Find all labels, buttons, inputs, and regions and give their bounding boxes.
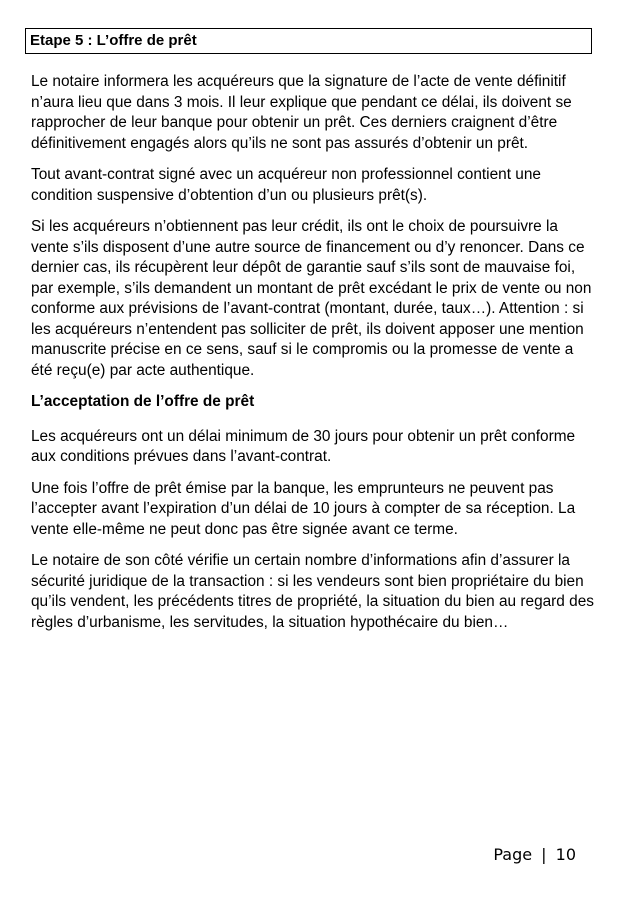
subheading: L’acceptation de l’offre de prêt — [31, 393, 255, 410]
page-separator: | — [541, 845, 547, 864]
paragraph: Les acquéreurs ont un délai minimum de 30 jours pour obtenir un prêt conforme aux conditions prévues dans l’avant-contrat. — [31, 427, 576, 465]
section-title: Etape 5 : L’offre de prêt — [25, 28, 592, 54]
document-body — [31, 72, 596, 633]
page-number: 10 — [555, 845, 576, 864]
paragraph: Si les acquéreurs n’obtiennent pas leur crédit, ils ont le choix de poursuivre la vente s’ils disposent d’une autre source de financement ou d’y renoncer. Dans ce dernier cas, ils récupèrent leur dépôt de garantie sauf s’ils sont de mauvaise foi, par exemple, s’ils demandent un montant de prêt excédant le prix de vente ou non conforme aux prévisions de l’avant-contrat (montant, durée, taux…). Attention : si les acquéreurs n’entendent pas solliciter de prêt, ils doivent apposer une mention manuscrite précise en ce sens, sauf si le compromis ou la promesse de vente a été reçu(e) par acte authentique. — [31, 218, 592, 379]
paragraph: Le notaire informera les acquéreurs que la signature de l’acte de vente définitif n’aura lieu que dans 3 mois. Il leur explique que pendant ce délai, ils doivent se rapprocher de leur banque pour obtenir un prêt. Ces derniers craignent d’être définitivement engagés alors qu’ils ne sont pas assurés d’obtenir un prêt. — [31, 73, 572, 152]
page-label: Page — [493, 845, 533, 864]
paragraph: Une fois l’offre de prêt émise par la banque, les emprunteurs ne peuvent pas l’accepter avant l’expiration d’un délai de 10 jours à compter de sa réception. La vente elle-même ne peut donc pas être signée avant ce terme. — [31, 479, 576, 538]
page-footer — [493, 845, 576, 865]
paragraph: Tout avant-contrat signé avec un acquéreur non professionnel contient une condition suspensive d’obtention d’un ou plusieurs prêt(s). — [31, 166, 541, 204]
paragraph: Le notaire de son côté vérifie un certain nombre d’informations afin d’assurer la sécurité juridique de la transaction : si les vendeurs sont bien propriétaire du bien qu’ils vendent, les précédents titres de propriété, la situation du bien au regard des règles d’urbanisme, les servitudes, la situation hypothécaire du bien… — [31, 552, 594, 631]
